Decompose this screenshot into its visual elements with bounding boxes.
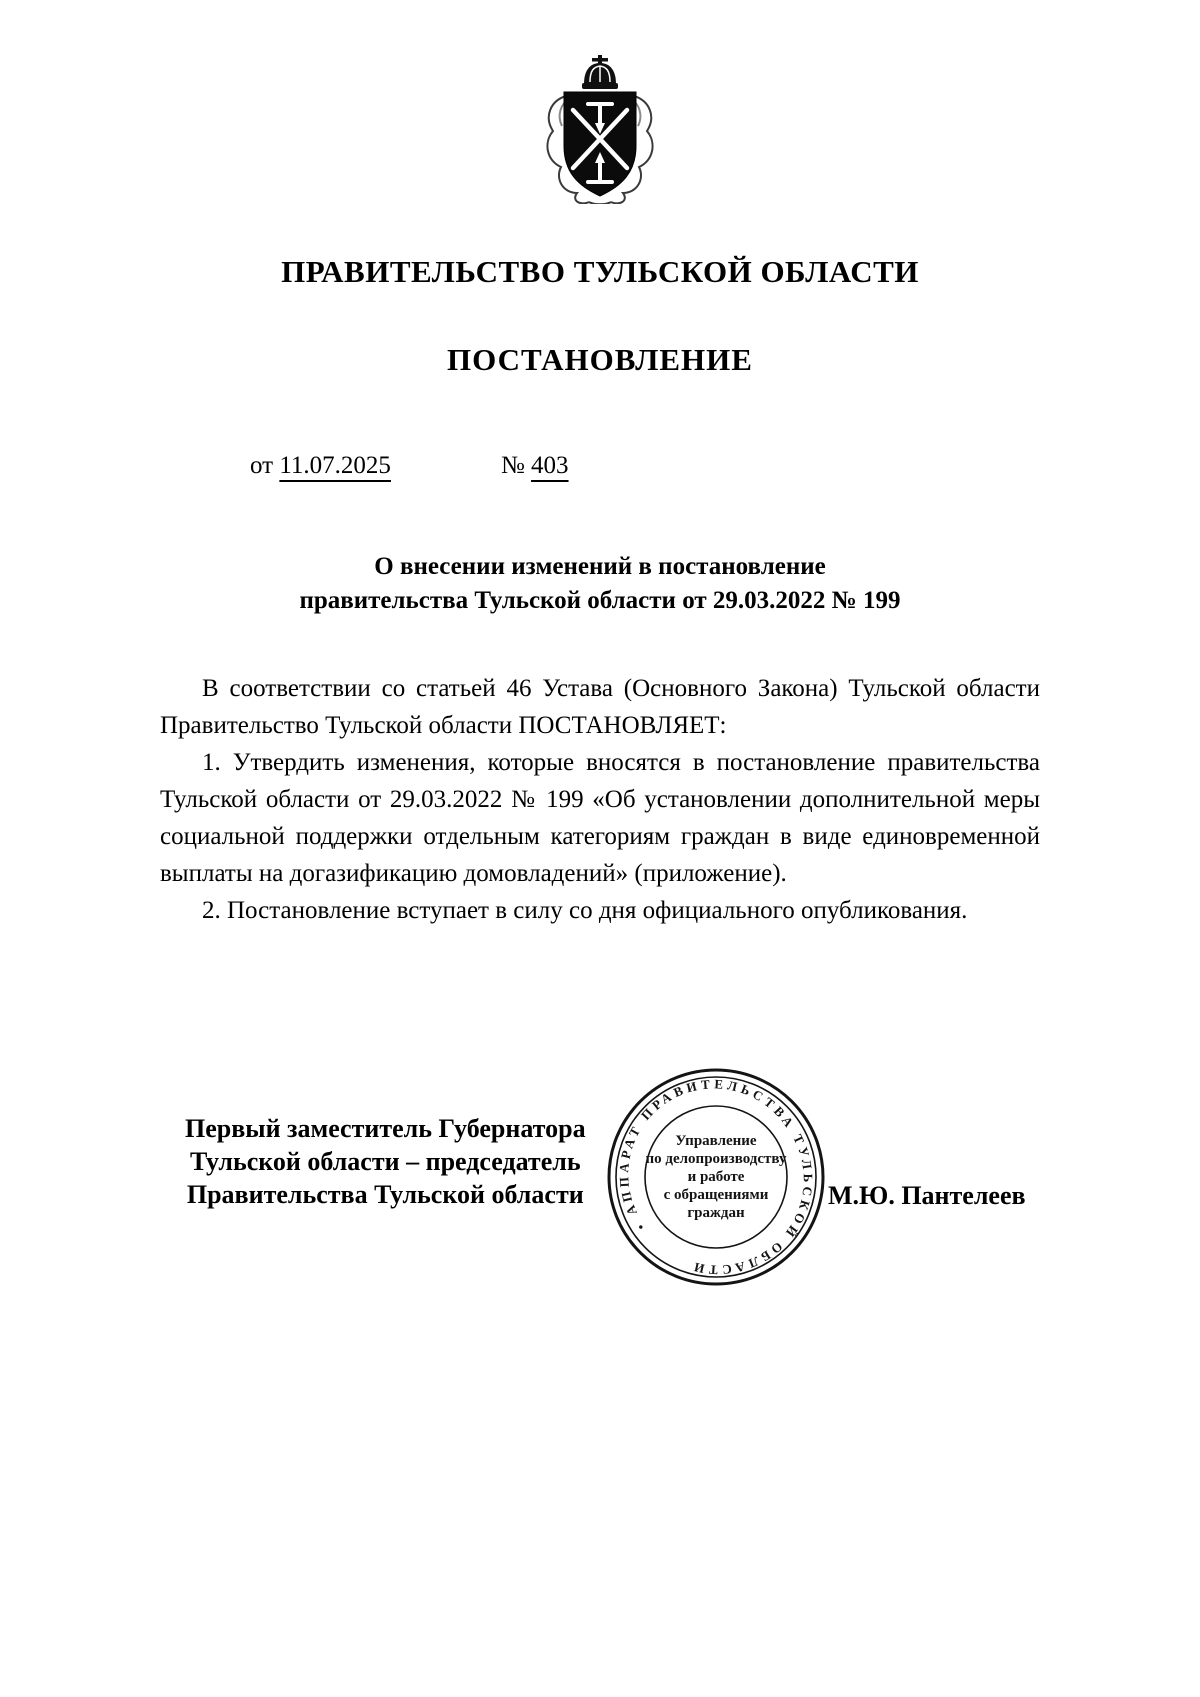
- stamp-center-line: с обращениями: [663, 1187, 769, 1203]
- paragraph: В соответствии со статьей 46 Устава (Основного Закона) Тульской области Правительство Тульской области ПОСТАНОВЛЯЕТ:: [160, 675, 1040, 739]
- stamp-center-line: Управление: [675, 1133, 757, 1149]
- doc-type-title: ПОСТАНОВЛЕНИЕ: [447, 342, 753, 377]
- tula-oblast-coat-of-arms-icon: [540, 54, 660, 204]
- org-name: ПРАВИТЕЛЬСТВО ТУЛЬСКОЙ ОБЛАСТИ: [281, 254, 919, 289]
- paragraph: 1. Утвердить изменения, которые вносятся в постановление правительства Тульской области от 29.03.2022 № 199 «Об установлении дополнительной меры социальной поддержки отдельным категориям граждан в виде единовременной выплаты на догазификацию домовладений» (приложение).: [160, 749, 1040, 887]
- signer-position-line: Правительства Тульской области: [186, 1180, 584, 1209]
- stamp-center-line: и работе: [687, 1169, 745, 1185]
- signer-name: М.Ю. Пантелеев: [828, 1181, 1026, 1210]
- signer-position-line: Тульской области – председатель: [189, 1147, 581, 1176]
- stamp-center-line: по делопроизводству: [645, 1151, 787, 1167]
- subject-line: правительства Тульской области от 29.03.2022 № 199: [299, 587, 901, 614]
- paragraph: 2. Постановление вступает в силу со дня официального опубликования.: [202, 897, 968, 924]
- date-prefix: от: [250, 452, 274, 479]
- subject-heading: [0, 550, 1200, 618]
- stamp-ring-text: • АППАРАТ ПРАВИТЕЛЬСТВА ТУЛЬСКОЙ ОБЛАСТИ: [615, 1076, 816, 1278]
- stamp-center-line: граждан: [687, 1205, 745, 1221]
- official-stamp: [605, 1066, 827, 1288]
- signer-position: [185, 1112, 586, 1211]
- number-sign: №: [500, 452, 525, 479]
- subject-line: О внесении изменений в постановление: [374, 553, 826, 580]
- doc-date: 11.07.2025: [279, 452, 391, 479]
- document-body: [160, 670, 1040, 929]
- stamp-center-text: [605, 1066, 827, 1288]
- date-number-line: [250, 452, 569, 480]
- signer-position-line: Первый заместитель Губернатора: [185, 1114, 586, 1143]
- crown-icon: [582, 55, 618, 89]
- doc-number: 403: [531, 452, 569, 479]
